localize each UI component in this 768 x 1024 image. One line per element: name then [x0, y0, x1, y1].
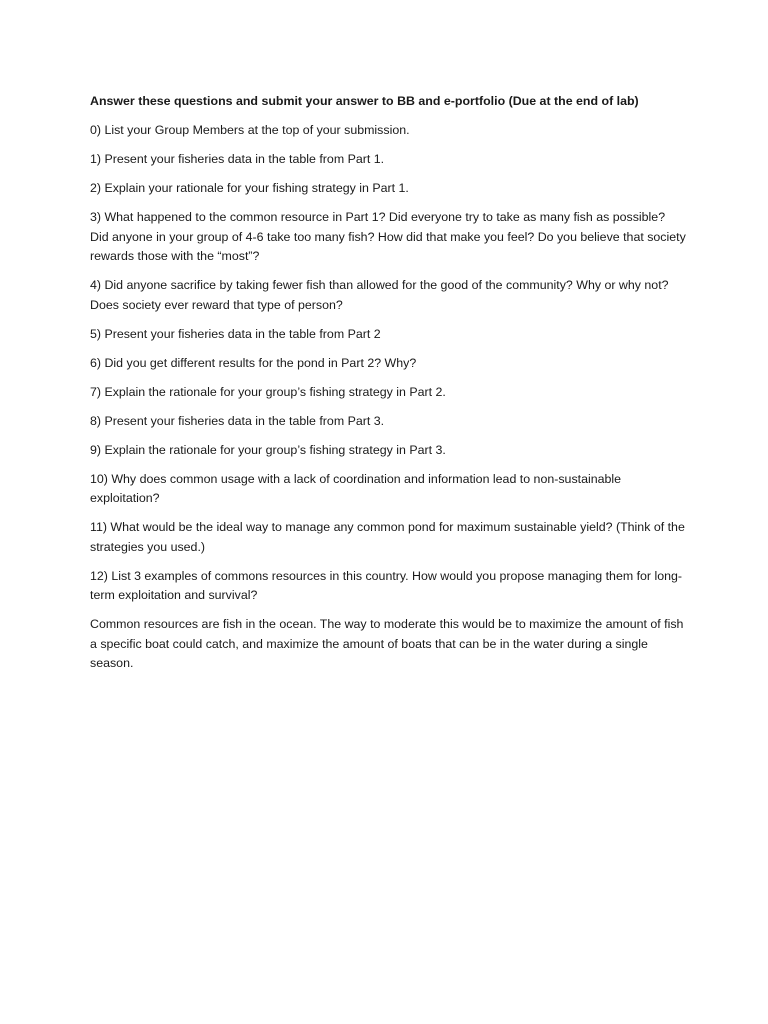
document-body: [90, 92, 686, 683]
question-1: 1) Present your fisheries data in the table from Part 1.: [90, 152, 385, 166]
question-0: 0) List your Group Members at the top of your submission.: [90, 123, 410, 137]
question-3: 3) What happened to the common resource in Part 1? Did everyone try to take as many fish as possible? Did anyone in your group of 4-6 take too many fish? How did that make you feel? Do you believe that society rewards those with the “most”?: [90, 210, 686, 263]
question-8: 8) Present your fisheries data in the table from Part 3.: [90, 413, 385, 428]
question-2: 2) Explain your rationale for your fishing strategy in Part 1.: [90, 181, 409, 195]
question-7: 7) Explain the rationale for your group’s fishing strategy in Part 2.: [90, 384, 446, 399]
question-5: 5) Present your fisheries data in the table from Part 2: [90, 326, 381, 341]
question-4: 4) Did anyone sacrifice by taking fewer fish than allowed for the good of the community? Why or why not? Does society ever reward that type of person?: [90, 278, 669, 312]
instructions-heading: Answer these questions and submit your answer to BB and e-portfolio (Due at the end of lab): [90, 94, 639, 108]
question-9: 9) Explain the rationale for your group’s fishing strategy in Part 3.: [90, 442, 446, 457]
question-10: 10) Why does common usage with a lack of coordination and information lead to non-sustainable exploitation?: [90, 471, 622, 505]
answer-paragraph: Common resources are fish in the ocean. The way to moderate this would be to maximize the amount of fish a specific boat could catch, and maximize the amount of boats that can be in the water during a single season.: [90, 617, 684, 670]
question-12: 12) List 3 examples of commons resources in this country. How would you propose managing them for long-term exploitation and survival?: [90, 568, 683, 602]
question-6: 6) Did you get different results for the pond in Part 2? Why?: [90, 355, 417, 370]
question-11: 11) What would be the ideal way to manage any common pond for maximum sustainable yield? (Think of the strategies you used.): [90, 520, 685, 554]
